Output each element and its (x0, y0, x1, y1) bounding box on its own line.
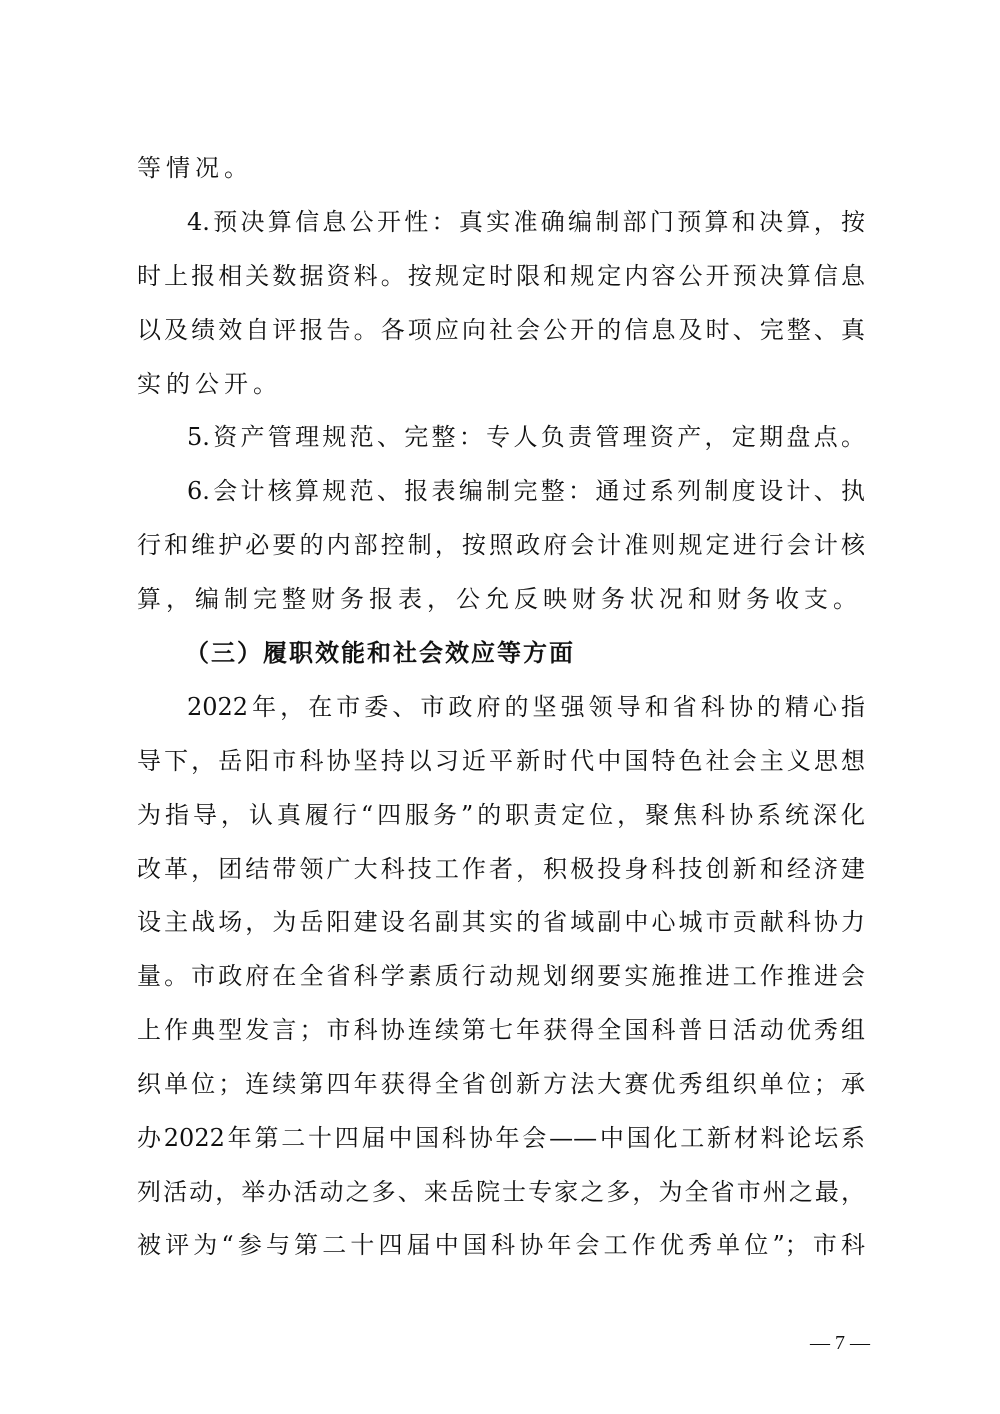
page-number: — 7 — (810, 1332, 870, 1354)
text-line: 被评为“参与第二十四届中国科协年会工作优秀单位”；市科 (137, 1231, 865, 1259)
text-line: 织单位；连续第四年获得全省创新方法大赛优秀组织单位；承 (137, 1070, 865, 1098)
text-line: 为指导，认真履行“四服务”的职责定位，聚焦科协系统深化 (137, 801, 865, 829)
text-line: 4.预决算信息公开性：真实准确编制部门预算和决算，按 (187, 208, 865, 236)
text-line: 办2022年第二十四届中国科协年会——中国化工新材料论坛系 (137, 1124, 865, 1152)
text-line: 5.资产管理规范、完整：专人负责管理资产，定期盘点。 (187, 423, 865, 451)
text-line: 6.会计核算规范、报表编制完整：通过系列制度设计、执 (187, 477, 865, 505)
text-line: 改革，团结带领广大科技工作者，积极投身科技创新和经济建 (137, 855, 865, 883)
section-heading: （三）履职效能和社会效应等方面 (185, 639, 575, 667)
text-line: 导下，岳阳市科协坚持以习近平新时代中国特色社会主义思想 (137, 747, 865, 775)
text-line: 设主战场，为岳阳建设名副其实的省域副中心城市贡献科协力 (137, 908, 865, 936)
text-line: 等情况。 (137, 154, 253, 182)
text-line: 时上报相关数据资料。按规定时限和规定内容公开预决算信息 (137, 262, 865, 290)
text-line: 列活动，举办活动之多、来岳院士专家之多，为全省市州之最， (137, 1178, 865, 1206)
text-line: 实的公开。 (137, 370, 282, 398)
text-line: 上作典型发言；市科协连续第七年获得全国科普日活动优秀组 (137, 1016, 865, 1044)
text-line: 2022年，在市委、市政府的坚强领导和省科协的精心指 (187, 693, 865, 721)
text-line: 以及绩效自评报告。各项应向社会公开的信息及时、完整、真 (137, 316, 865, 344)
text-line: 算，编制完整财务报表，公允反映财务状况和财务收支。 (137, 585, 862, 613)
text-line: 量。市政府在全省科学素质行动规划纲要实施推进工作推进会 (137, 962, 865, 990)
text-line: 行和维护必要的内部控制，按照政府会计准则规定进行会计核 (137, 531, 865, 559)
